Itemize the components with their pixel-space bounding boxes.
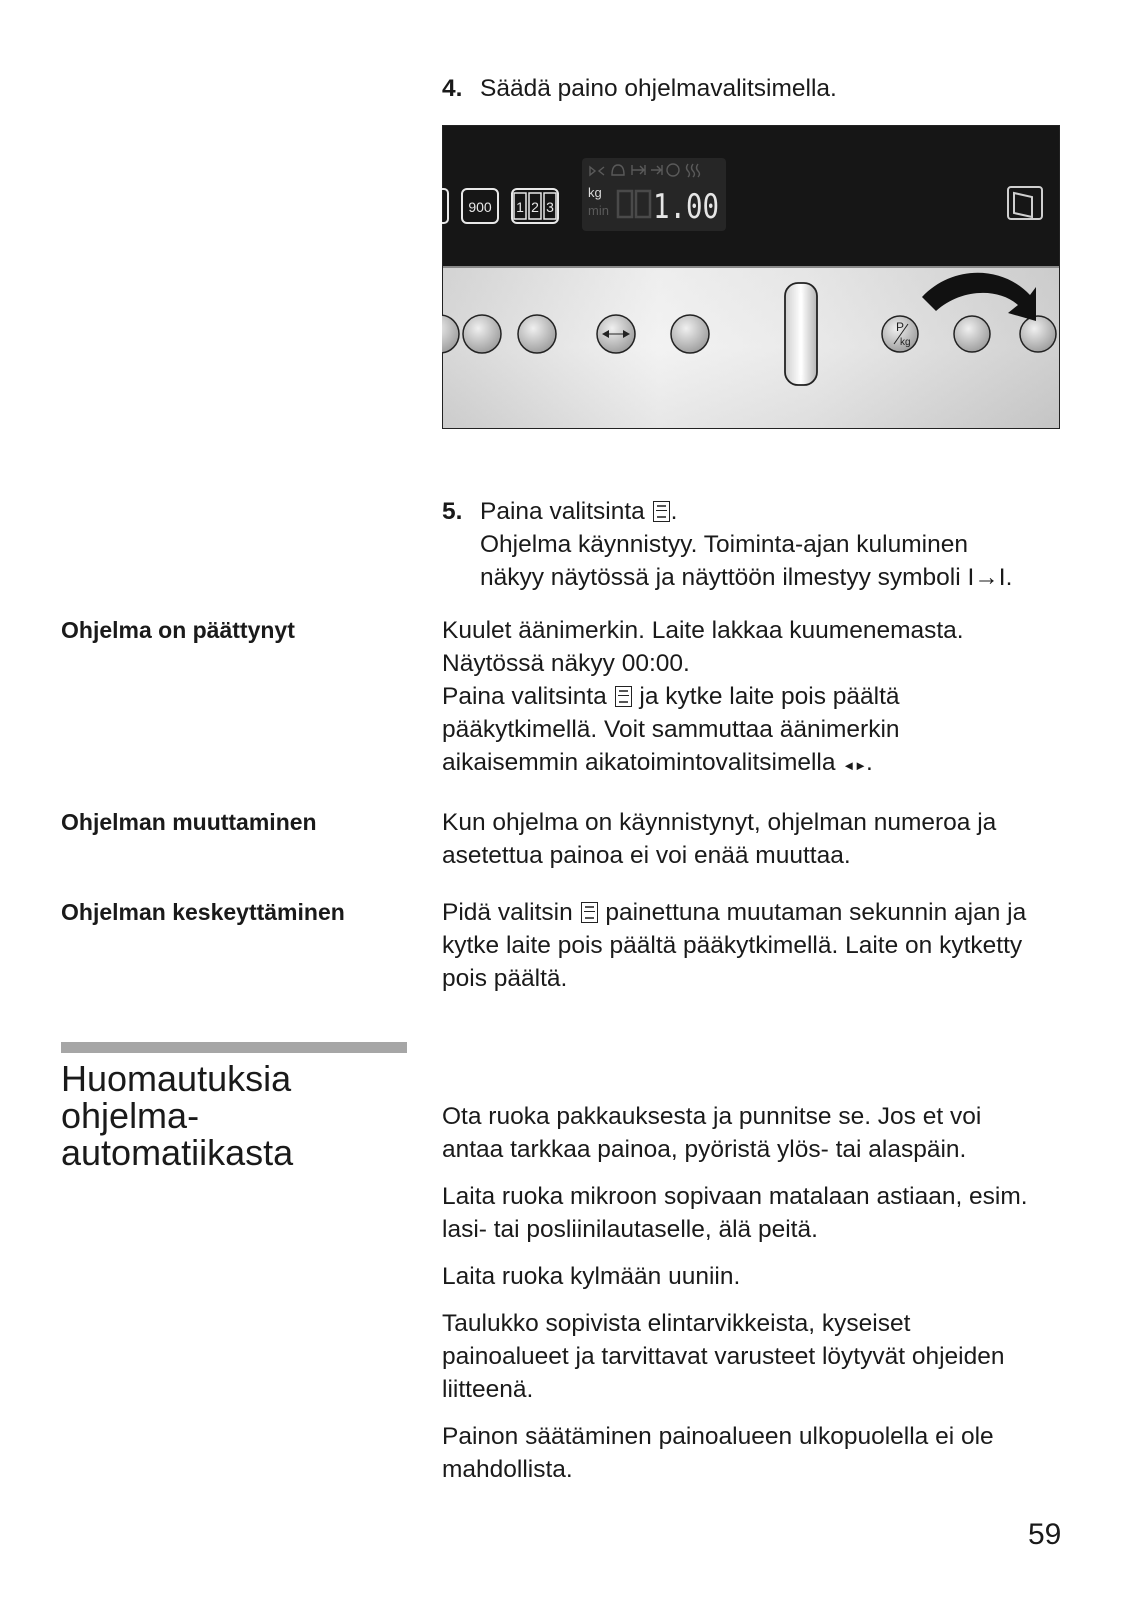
notes-paragraph-2 bbox=[442, 1180, 1028, 1246]
section-divider bbox=[61, 1042, 407, 1053]
button-4 bbox=[954, 316, 990, 352]
body-line: Ota ruoka pakkauksesta ja punnitse se. Jos et voi bbox=[442, 1103, 982, 1130]
body-line: aikaisemmin aikatoimintovalitsimella bbox=[442, 749, 836, 776]
weight-key-2: 2 bbox=[531, 199, 539, 215]
body-line: Taulukko sopivista elintarvikkeista, kyseiset bbox=[442, 1310, 911, 1337]
section-label-program-finished: Ohjelma on päättynyt bbox=[61, 617, 295, 643]
page-number: 59 bbox=[1028, 1518, 1062, 1551]
notes-paragraph-5 bbox=[442, 1420, 1028, 1486]
time-function-button bbox=[597, 315, 635, 353]
body-line: pääkytkimellä. Voit sammuttaa äänimerkin bbox=[442, 716, 900, 743]
notes-body bbox=[442, 1100, 1028, 1486]
body-line: liitteenä. bbox=[442, 1376, 534, 1403]
section-label-program-interrupt: Ohjelman keskeyttäminen bbox=[61, 899, 345, 925]
step-text-line2: Ohjelma käynnistyy. Toiminta-ajan kuluminen bbox=[480, 531, 968, 558]
body-line: Pidä valitsin bbox=[442, 899, 573, 926]
step-5 bbox=[442, 495, 1012, 594]
step-4 bbox=[442, 72, 837, 105]
section-body-program-change bbox=[442, 806, 996, 872]
button-1 bbox=[463, 315, 501, 353]
weight-key-1: 1 bbox=[516, 199, 524, 215]
notes-heading bbox=[61, 1060, 293, 1171]
body-line: Näytössä näkyy 00:00. bbox=[442, 650, 690, 677]
body-line: Painon säätäminen painoalueen ulkopuolella ei ole bbox=[442, 1423, 994, 1450]
body-line: asetettua painoa ei voi enää muuttaa. bbox=[442, 842, 851, 869]
notes-paragraph-3 bbox=[442, 1260, 1028, 1293]
heading-line: ohjelma- bbox=[61, 1095, 200, 1136]
body-line: Paina valitsinta bbox=[442, 683, 607, 710]
body-line: Laita ruoka mikroon sopivaan matalaan astiaan, esim. bbox=[442, 1183, 1028, 1210]
section-body-program-interrupt bbox=[442, 896, 1026, 995]
button-5 bbox=[1020, 316, 1056, 352]
display-value: 1.00 bbox=[653, 187, 719, 227]
start-stop-icon bbox=[653, 501, 670, 522]
step-text-line3: näkyy näytössä ja näyttöön ilmestyy symboli bbox=[480, 564, 968, 591]
duration-symbol: I→I bbox=[967, 564, 1006, 591]
start-stop-icon bbox=[581, 902, 598, 923]
body-line: antaa tarkkaa painoa, pyöristä ylös- tai alaspäin. bbox=[442, 1136, 967, 1163]
notes-paragraph-1 bbox=[442, 1100, 1028, 1166]
svg-text:kg: kg bbox=[900, 337, 911, 348]
button-3 bbox=[671, 315, 709, 353]
step-text-end: . bbox=[670, 498, 678, 525]
pkg-button bbox=[882, 316, 918, 352]
notes-paragraph-4 bbox=[442, 1307, 1028, 1406]
section-label-program-change: Ohjelman muuttaminen bbox=[61, 809, 317, 835]
control-panel-figure bbox=[442, 125, 1060, 429]
program-selector-knob bbox=[785, 283, 817, 385]
unit-kg: kg bbox=[588, 185, 602, 200]
heading-line: Huomautuksia bbox=[61, 1058, 292, 1099]
body-line: Kuulet äänimerkin. Laite lakkaa kuumenemasta. bbox=[442, 617, 964, 644]
body-line: pois päältä. bbox=[442, 965, 568, 992]
button-2 bbox=[518, 315, 556, 353]
body-line: ja kytke laite pois päältä bbox=[639, 683, 900, 710]
step-text: Säädä paino ohjelmavalitsimella. bbox=[480, 75, 837, 102]
body-line-end: . bbox=[866, 749, 873, 776]
pkg-button-label: P bbox=[896, 320, 905, 334]
body-line: painettuna muutaman sekunnin ajan ja bbox=[605, 899, 1027, 926]
step-text-line1: Paina valitsinta bbox=[480, 498, 645, 525]
program-key-label: 900 bbox=[468, 199, 492, 215]
step-number: 5. bbox=[442, 498, 463, 525]
lcd-display bbox=[582, 158, 726, 231]
section-body-program-finished bbox=[442, 614, 964, 782]
control-panel-illustration bbox=[442, 125, 1060, 429]
step-number: 4. bbox=[442, 75, 463, 102]
start-stop-icon bbox=[615, 686, 632, 707]
body-line: lasi- tai posliinilautaselle, älä peitä. bbox=[442, 1216, 818, 1243]
time-function-icon: ◄► bbox=[842, 758, 867, 773]
weight-key-3: 3 bbox=[546, 199, 554, 215]
unit-min: min bbox=[588, 203, 609, 218]
step-text-line3-end: . bbox=[1005, 564, 1013, 591]
body-line: mahdollista. bbox=[442, 1456, 573, 1483]
heading-line: automatiikasta bbox=[61, 1132, 294, 1173]
body-line: Kun ohjelma on käynnistynyt, ohjelman numeroa ja bbox=[442, 809, 997, 836]
body-line: painoalueet ja tarvittavat varusteet löytyvät ohjeiden bbox=[442, 1343, 1005, 1370]
body-line: Laita ruoka kylmään uuniin. bbox=[442, 1263, 741, 1290]
body-line: kytke laite pois päältä pääkytkimellä. Laite on kytketty bbox=[442, 932, 1023, 959]
